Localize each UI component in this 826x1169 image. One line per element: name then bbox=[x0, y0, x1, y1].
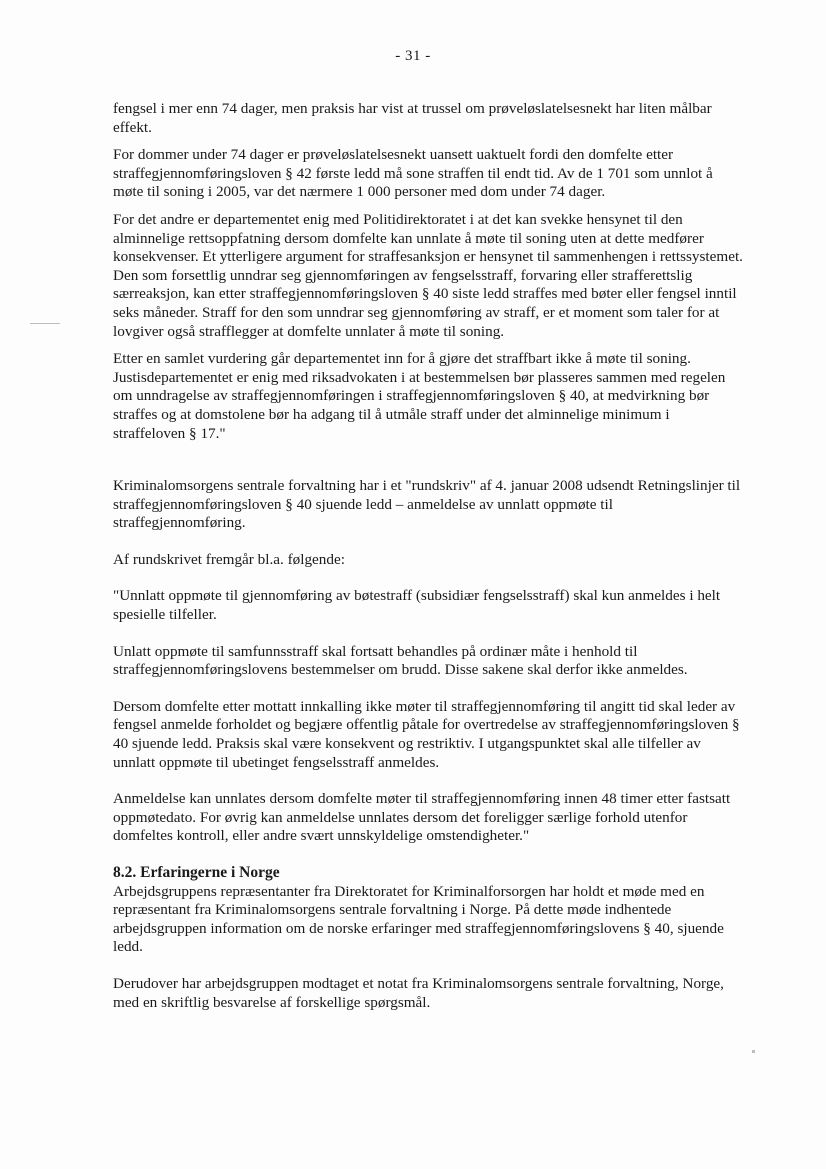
scan-speck bbox=[30, 323, 60, 324]
paragraph-anmeldelse-exception: Anmeldelse kan unnlates dersom domfelte møter til straffegjennomføring innen 48 timer etter fastsatt oppmøtedato. For øvrig kan anmeldelse unnlates dersom det foreligger særlige forhold utenfor domfeltes kontroll, eller andre svært unnskyldelige omstendigheter." bbox=[113, 790, 731, 845]
paragraph-anmeldelse-rule: Dersom domfelte etter mottatt innkalling ikke møter til straffegjennomføring til angitt tid skal leder av fengsel anmelde forholdet og begjære offentlig påtale for overtredelse av straffegjennomføringsloven § 40 sjuende ledd. Praksis skal være konsekvent og restriktiv. I utgangspunktet skal alle tilfeller av unnlatt oppmøte til ubetinget fengselsstraff anmeldes. bbox=[113, 697, 740, 771]
paragraph-boetestraff: "Unnlatt oppmøte til gjennomføring av bøtestraff (subsidiær fengselsstraff) skal kun anmeldes i helt spesielle tilfeller. bbox=[113, 587, 721, 624]
page-number: - 31 - bbox=[395, 48, 431, 64]
paragraph-intro: Af rundskrivet fremgår bl.a. følgende: bbox=[113, 550, 345, 568]
paragraph-rundskriv: Kriminalomsorgens sentrale forvaltning har i et "rundskriv" af 4. januar 2008 udsendt Retningslinjer til straffegjennomføringsloven § 40 sjuende ledd – anmeldelse av unnlatt oppmøte til straffegjennomføring. bbox=[113, 477, 741, 532]
document-body bbox=[113, 100, 745, 1012]
paragraph-notat: Derudover har arbejdsgruppen modtaget et notat fra Kriminalomsorgens sentrale forvaltning, Norge, med en skriftlig besvarelse af forskellige spørgsmål. bbox=[113, 974, 724, 1011]
paragraph-meeting: Arbejdsgruppens repræsentanter fra Direktoratet for Kriminalforsorgen har holdt et møde med en repræsentant fra Kriminalomsorgens sentrale forvaltning i Norge. På dette møde indhentede arbejdsgruppen information om de norske erfaringer med straffegjennomføringslovens § 40, sjuende ledd. bbox=[113, 882, 724, 956]
quote-paragraph-1: fengsel i mer enn 74 dager, men praksis har vist at trussel om prøveløslatelsesnekt har liten målbar effekt. bbox=[113, 100, 712, 136]
section-heading: 8.2. Erfaringerne i Norge bbox=[113, 864, 280, 881]
quote-paragraph-4: Etter en samlet vurdering går departementet inn for å gjøre det straffbart ikke å møte til soning. Justisdepartementet er enig med riksadvokaten i at bestemmelsen bør plasseres sammen med regelen om unndragelse av straffegjennomføringen i straffegjennomføringsloven § 40, at medvirkning bør straffes og at domstolene bør ha adgang til å utmåle straff under det alminnelige minimum i straffeloven § 17." bbox=[113, 350, 726, 442]
scan-speck bbox=[752, 1050, 755, 1053]
quote-paragraph-2: For dommer under 74 dager er prøveløslatelsesnekt uansett uaktuelt fordi den domfelte etter straffegjennomføringsloven § 42 første ledd må sone straffen til endt tid. Av de 1 701 som unnlot å møte til soning i 2005, var det nærmere 1 000 personer med dom under 74 dager. bbox=[113, 146, 713, 201]
quote-paragraph-3: For det andre er departementet enig med Politidirektoratet i at det kan svekke hensynet til den alminnelige rettsoppfatning dersom domfelte kan unnlate å møte til soning uten at dette medfører konsekvenser. Et ytterligere argument for straffesanksjon er hensynet til sammenhengen i rettssystemet. Den som forsettlig unndrar seg gjennomføringen av fengselsstraff, forvaring eller strafferettslig særreaksjon, kan etter straffegjennomføringsloven § 40 siste ledd straffes med bøter eller fengsel inntil seks måneder. Straff for den som unndrar seg gjennomføring av straff, er et moment som taler for at lovgiver også strafflegger at domfelte unnlater å møte til soning. bbox=[113, 210, 743, 340]
paragraph-samfunnsstraff: Unlatt oppmøte til samfunnsstraff skal fortsatt behandles på ordinær måte i henhold til straffegjennomføringslovens bestemmelser om brudd. Disse sakene skal derfor ikke anmeldes. bbox=[113, 642, 688, 679]
